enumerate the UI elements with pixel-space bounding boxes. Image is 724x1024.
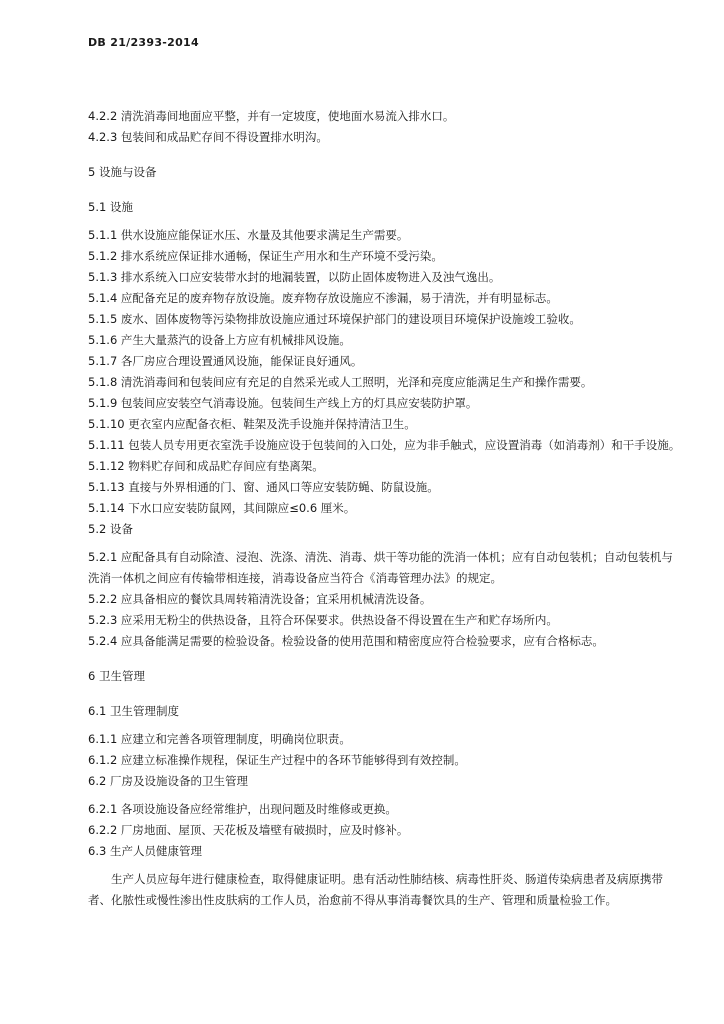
clause-5-1-2: 5.1.2 排水系统应保证排水通畅，保证生产用水和生产环境不受污染。 xyxy=(88,249,443,263)
clause-5-2-4: 5.2.4 应具备能满足需要的检验设备。检验设备的使用范围和精密度应符合检验要求，应有合格标志。 xyxy=(88,634,604,648)
section-6-heading: 6 卫生管理 xyxy=(88,669,145,683)
clause-5-1-11: 5.1.11 包装人员专用更衣室洗手设施应设于包装间的入口处，应为非手触式，应设置消毒（如消毒剂）和干手设施。 xyxy=(88,438,681,452)
clause-5-2-2: 5.2.2 应具备相应的餐饮具周转箱清洗设备；宜采用机械清洗设备。 xyxy=(88,592,432,606)
standard-code-header: DB 21/2393-2014 xyxy=(88,36,199,49)
section-5-2-heading: 5.2 设备 xyxy=(88,522,133,536)
clause-5-2-1: 5.2.1 应配备具有自动除渣、浸泡、洗涤、清洗、消毒、烘干等功能的洗消一体机；应有自动包装机；自动包装机与洗消一体机之间应有传输带相连接，消毒设备应当符合《消毒管理办法》的规定。 xyxy=(88,550,673,585)
clause-4-2-3: 4.2.3 包装间和成品贮存间不得设置排水明沟。 xyxy=(88,130,328,144)
clause-6-1-2: 6.1.2 应建立标准操作规程，保证生产过程中的各环节能够得到有效控制。 xyxy=(88,753,466,767)
clause-5-1-6: 5.1.6 产生大量蒸汽的设备上方应有机械排风设施。 xyxy=(88,333,351,347)
section-6-3-heading: 6.3 生产人员健康管理 xyxy=(88,844,202,858)
clause-5-1-12: 5.1.12 物料贮存间和成品贮存间应有垫离架。 xyxy=(88,459,324,473)
clause-5-1-14: 5.1.14 下水口应安装防鼠网，其间隙应≤0.6 厘米。 xyxy=(88,501,356,515)
clause-5-1-9: 5.1.9 包装间应安装空气消毒设施。包装间生产线上方的灯具应安装防护罩。 xyxy=(88,396,478,410)
clause-4-2-2: 4.2.2 清洗消毒间地面应平整，并有一定坡度，使地面水易流入排水口。 xyxy=(88,109,455,123)
section-6-2-heading: 6.2 厂房及设施设备的卫生管理 xyxy=(88,774,248,788)
clause-6-2-2: 6.2.2 厂房地面、屋顶、天花板及墙壁有破损时，应及时修补。 xyxy=(88,823,409,837)
clause-5-1-10: 5.1.10 更衣室内应配备衣柜、鞋架及洗手设施并保持清洁卫生。 xyxy=(88,417,416,431)
clause-6-2-1: 6.2.1 各项设施设备应经常维护，出现问题及时维修或更换。 xyxy=(88,802,397,816)
paragraph-6-3: 生产人员应每年进行健康检查，取得健康证明。患有活动性肺结核、病毒性肝炎、肠道传染病患者及病原携带者、化脓性或慢性渗出性皮肤病的工作人员，治愈前不得从事消毒餐饮具的生产、管理和质量检验工作。 xyxy=(88,872,663,907)
section-5-heading: 5 设施与设备 xyxy=(88,165,157,179)
clause-5-1-4: 5.1.4 应配备充足的废弃物存放设施。废弃物存放设施应不渗漏，易于清洗，并有明显标志。 xyxy=(88,291,558,305)
clause-5-1-3: 5.1.3 排水系统入口应安装带水封的地漏装置，以防止固体废物进入及浊气逸出。 xyxy=(88,270,501,284)
clause-5-1-1: 5.1.1 供水设施应能保证水压、水量及其他要求满足生产需要。 xyxy=(88,228,409,242)
clause-5-1-13: 5.1.13 直接与外界相通的门、窗、通风口等应安装防蝇、防鼠设施。 xyxy=(88,480,439,494)
section-5-1-heading: 5.1 设施 xyxy=(88,200,133,214)
section-6-1-heading: 6.1 卫生管理制度 xyxy=(88,704,179,718)
clause-5-1-5: 5.1.5 废水、固体废物等污染物排放设施应通过环境保护部门的建设项目环境保护设施竣工验收。 xyxy=(88,312,581,326)
document-body xyxy=(88,106,684,911)
clause-5-2-3: 5.2.3 应采用无粉尘的供热设备，且符合环保要求。供热设备不得设置在生产和贮存场所内。 xyxy=(88,613,558,627)
clause-5-1-8: 5.1.8 清洗消毒间和包装间应有充足的自然采光或人工照明，光泽和亮度应能满足生产和操作需要。 xyxy=(88,375,593,389)
clause-6-1-1: 6.1.1 应建立和完善各项管理制度，明确岗位职责。 xyxy=(88,732,351,746)
clause-5-1-7: 5.1.7 各厂房应合理设置通风设施，能保证良好通风。 xyxy=(88,354,363,368)
